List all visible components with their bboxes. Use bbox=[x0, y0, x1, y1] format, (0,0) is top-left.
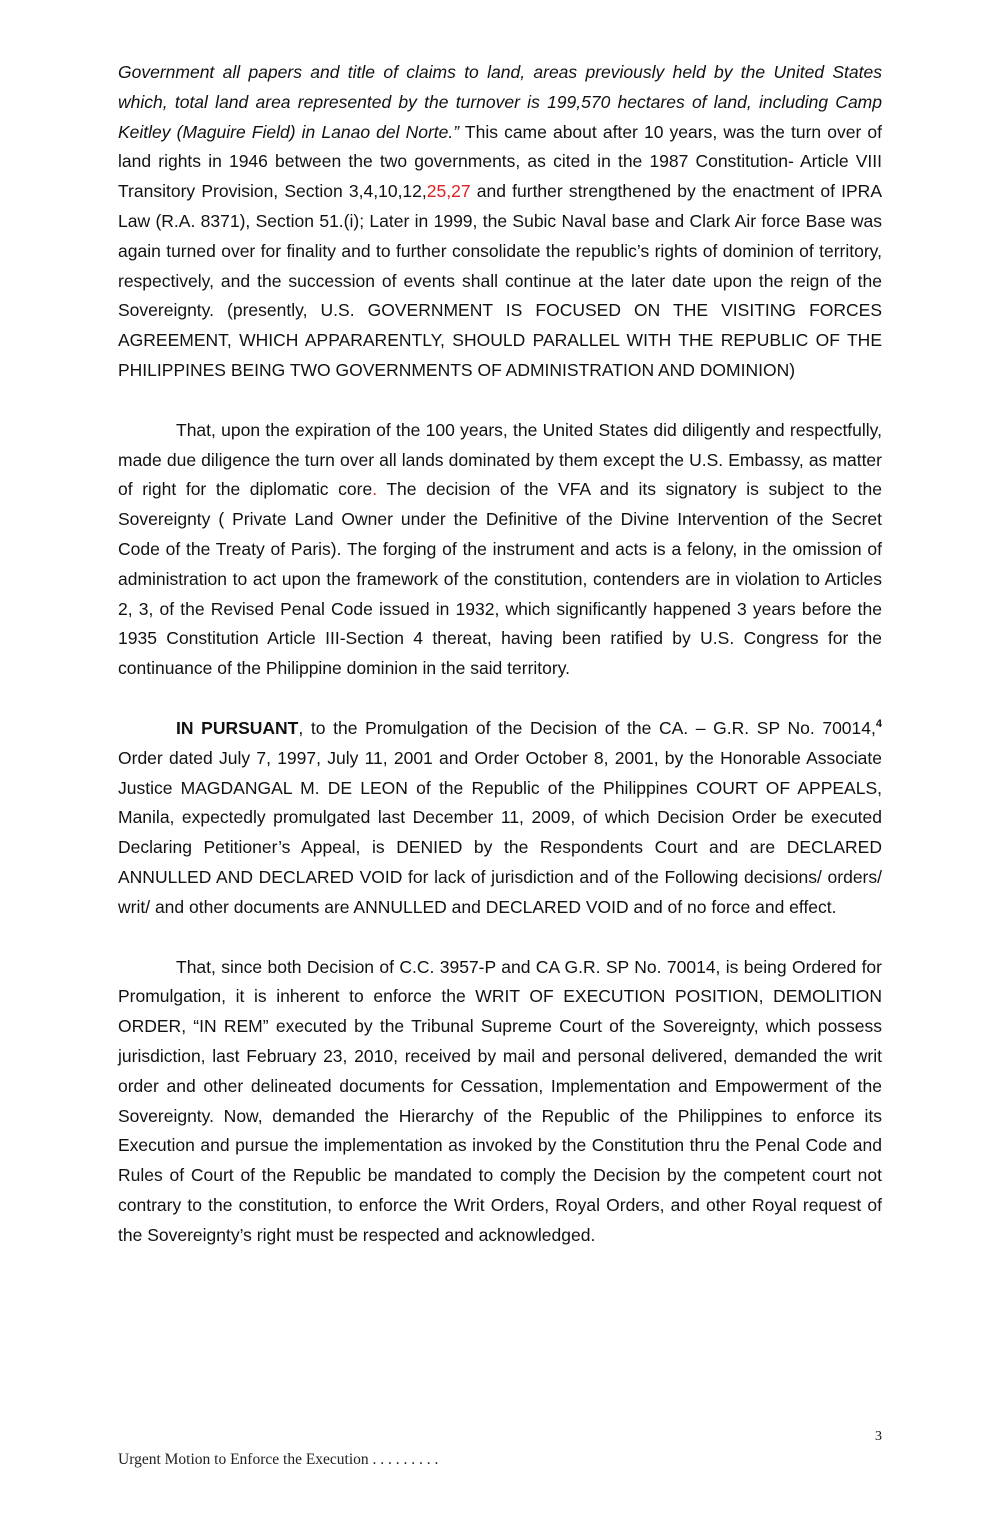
paragraph-3-text-a: , to the Promulgation of the Decision of the CA. – G.R. SP No. 70014, bbox=[298, 717, 876, 738]
paragraph-1-text-b: and further strengthened by the enactment of IPRA Law (R.A. 8371), Section 51.(i); Later in 1999, the Subic Naval base and Clark Air force Base was again turned over for finality and to further consolidate the republic’s rights of dominion of territory, respectively, and the succession of events shall continue at the later date upon the reign of the Sovereignty. (presently, U.S. GOVERNMENT IS FOCUSED ON THE VISITING FORCES AGREEMENT, WHICH APPARARENTLY, SHOULD PARALLEL WITH THE REPUBLIC OF THE PHILIPPINES BEING TWO GOVERNMENTS OF ADMINISTRATION AND DOMINION) bbox=[118, 181, 882, 380]
paragraph-4-text: That, since both Decision of C.C. 3957-P and CA G.R. SP No. 70014, is being Ordered for Promulgation, it is inherent to enforce the WRIT OF EXECUTION POSITION, DEMOLITION ORDER, “IN REM” executed by the Tribunal Supreme Court of the Sovereignty, which possess jurisdiction, last February 23, 2010, received by mail and personal delivered, demanded the writ order and other delineated documents for Cessation, Implementation and Empowerment of the Sovereignty. Now, demanded the Hierarchy of the Republic of the Philippines to enforce its Execution and pursue the implementation as invoked by the Constitution thru the Penal Code and Rules of Court of the Republic be mandated to comply the Decision by the competent court not contrary to the constitution, to enforce the Writ Orders, Royal Orders, and other Royal request of the Sovereignty’s right must be respected and acknowledged. bbox=[118, 956, 882, 1245]
paragraph-3-text-b: Order dated July 7, 1997, July 11, 2001 and Order October 8, 2001, by the Honorable Associate Justice MAGDANGAL M. DE LEON of the Republic of the Philippines COURT OF APPEALS, Manila, expectedly promulgated last December 11, 2009, of which Decision Order be executed Declaring Petitioner’s Appeal, is DENIED by the Respondents Court and are DECLARED ANNULLED AND DECLARED VOID for lack of jurisdiction and of the Following decisions/ orders/ writ/ and other documents are ANNULLED and DECLARED VOID and of no force and effect. bbox=[118, 747, 882, 917]
paragraph-2-text-a: That, upon the expiration of the 100 years, the United States did diligently and respectfully, made due diligence the turn over all lands dominated by them except the U.S. Embassy, as matter of right for the diplomatic core bbox=[118, 419, 882, 500]
paragraph-4 bbox=[118, 953, 882, 1251]
paragraph-2-red-period: . bbox=[372, 479, 378, 500]
footnote-reference[interactable]: 4 bbox=[875, 718, 882, 731]
paragraph-1-red-sections: 25,27 bbox=[426, 181, 471, 202]
paragraph-2 bbox=[118, 416, 882, 684]
page-number: 3 bbox=[875, 1429, 882, 1444]
paragraph-1-text-a: This came about after 10 years, was the turn over of land rights in 1946 between the two governments, as cited in the 1987 Constitution- Article VIII Transitory Provision, Section 3,4,10,12, bbox=[118, 121, 882, 202]
document-body bbox=[118, 58, 882, 1250]
paragraph-3 bbox=[118, 714, 882, 923]
paragraph-2-text-b: The decision of the VFA and its signatory is subject to the Sovereignty ( Private Land Owner under the Definitive of the Divine Intervention of the Secret Code of the Treaty of Paris). The forging of the instrument and acts is a felony, in the omission of administration to act upon the framework of the constitution, contenders are in violation to Articles 2, 3, of the Revised Penal Code issued in 1932, which significantly happened 3 years before the 1935 Constitution Article III-Section 4 thereat, having been ratified by U.S. Congress for the continuance of the Philippine dominion in the said territory. bbox=[118, 479, 882, 679]
paragraph-1-italic-quote: Government all papers and title of claims to land, areas previously held by the United States which, total land area represented by the turnover is 199,570 hectares of land, including Camp Keitley (Maguire Field) in Lanao del Norte.” bbox=[118, 62, 882, 142]
paragraph-3-bold-heading: IN PURSUANT bbox=[176, 717, 299, 738]
paragraph-1 bbox=[118, 58, 882, 386]
page-footer: Urgent Motion to Enforce the Execution . . . . . . . . . bbox=[118, 1451, 439, 1468]
